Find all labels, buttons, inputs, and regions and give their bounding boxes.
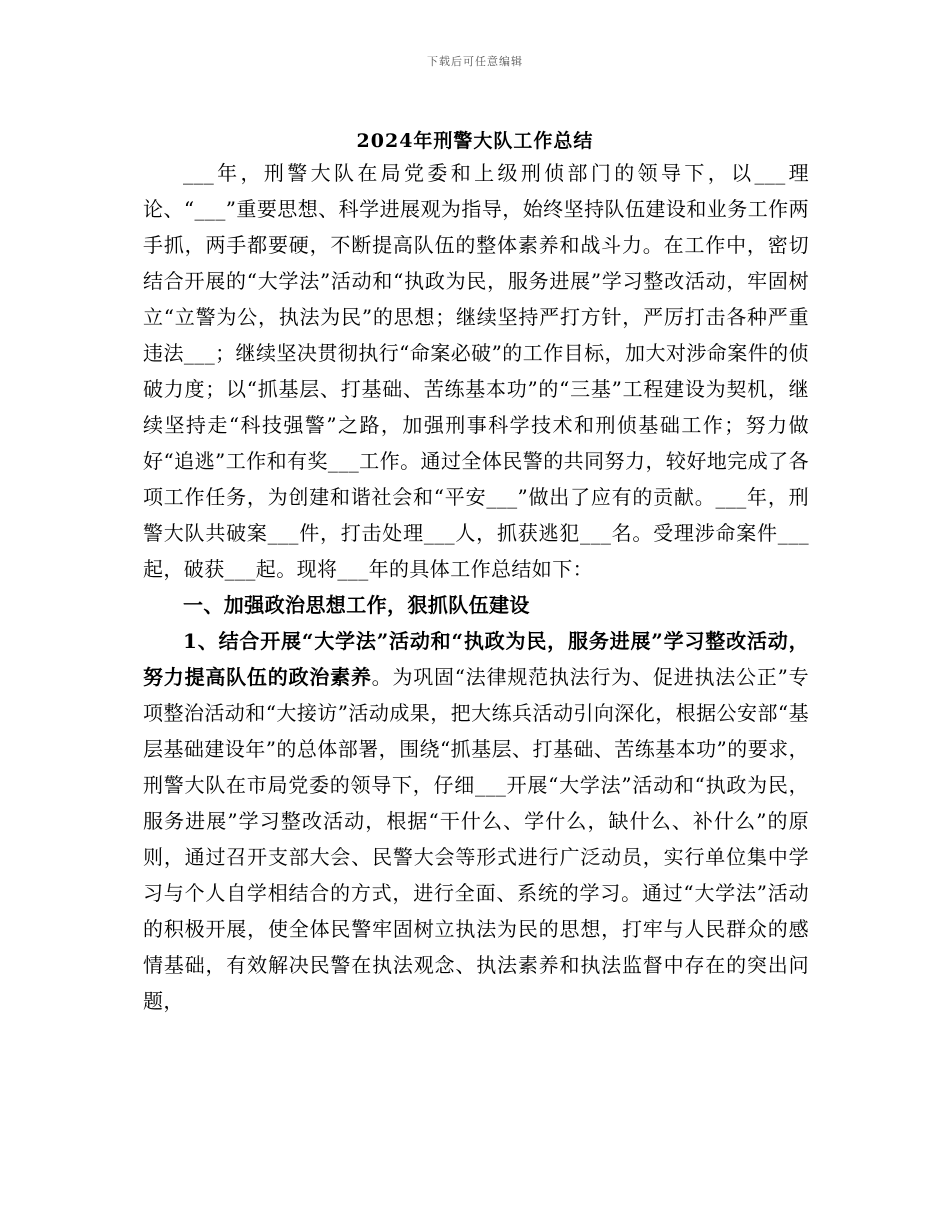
subsection-heading: 1、结合开展“大学法”活动和“执政为民，服务进展”学习整改活动，努力提高队伍的政治素养 [143, 629, 809, 689]
document-body [143, 155, 809, 1019]
subsection-body: 。为巩固“法律规范执法行为、促进执法公正”专项整治活动和“大接访”活动成果，把大练兵活动引向深化，根据公安部“基层基础建设年”的总体部署，围绕“抓基层、打基础、苦练基本功”的要求，刑警大队在市局党委的领导下，仔细___开展“大学法”活动和“执政为民，服务进展”学习整改活动，根据“干什么、学什么，缺什么、补什么”的原则，通过召开支部大会、民警大会等形式进行广泛动员，实行单位集中学习与个人自学相结合的方式，进行全面、系统的学习。通过“大学法”活动的积极开展，使全体民警牢固树立执法为民的思想，打牢与人民群众的感情基础，有效解决民警在执法观念、执法素养和执法监督中存在的突出问题， [143, 665, 810, 1013]
section-heading: 一、加强政治思想工作，狠抓队伍建设 [183, 593, 530, 617]
section-paragraph [143, 623, 809, 1019]
page-header-note: 下载后可任意编辑 [427, 55, 523, 68]
intro-paragraph: ___年，刑警大队在局党委和上级刑侦部门的领导下，以___理论、“___”重要思想、科学进展观为指导，始终坚持队伍建设和业务工作两手抓，两手都要硬，不断提高队伍的整体素养和战斗力。在工作中，密切结合开展的“大学法”活动和“执政为民，服务进展”学习整改活动，牢固树立“立警为公，执法为民”的思想；继续坚持严打方针，严厉打击各种严重违法___；继续坚决贯彻执行“命案必破”的工作目标，加大对涉命案件的侦破力度；以“抓基层、打基础、苦练基本功”的“三基”工程建设为契机，继续坚持走“科技强警”之路，加强刑事科学技术和刑侦基础工作；努力做好“追逃”工作和有奖___工作。通过全体民警的共同努力，较好地完成了各项工作任务，为创建和谐社会和“平安___”做出了应有的贡献。___年，刑警大队共破案___件，打击处理___人，抓获逃犯___名。受理涉命案件___起，破获___起。现将___年的具体工作总结如下： [143, 161, 809, 581]
document-title: 2024年刑警大队工作总结 [356, 130, 594, 152]
